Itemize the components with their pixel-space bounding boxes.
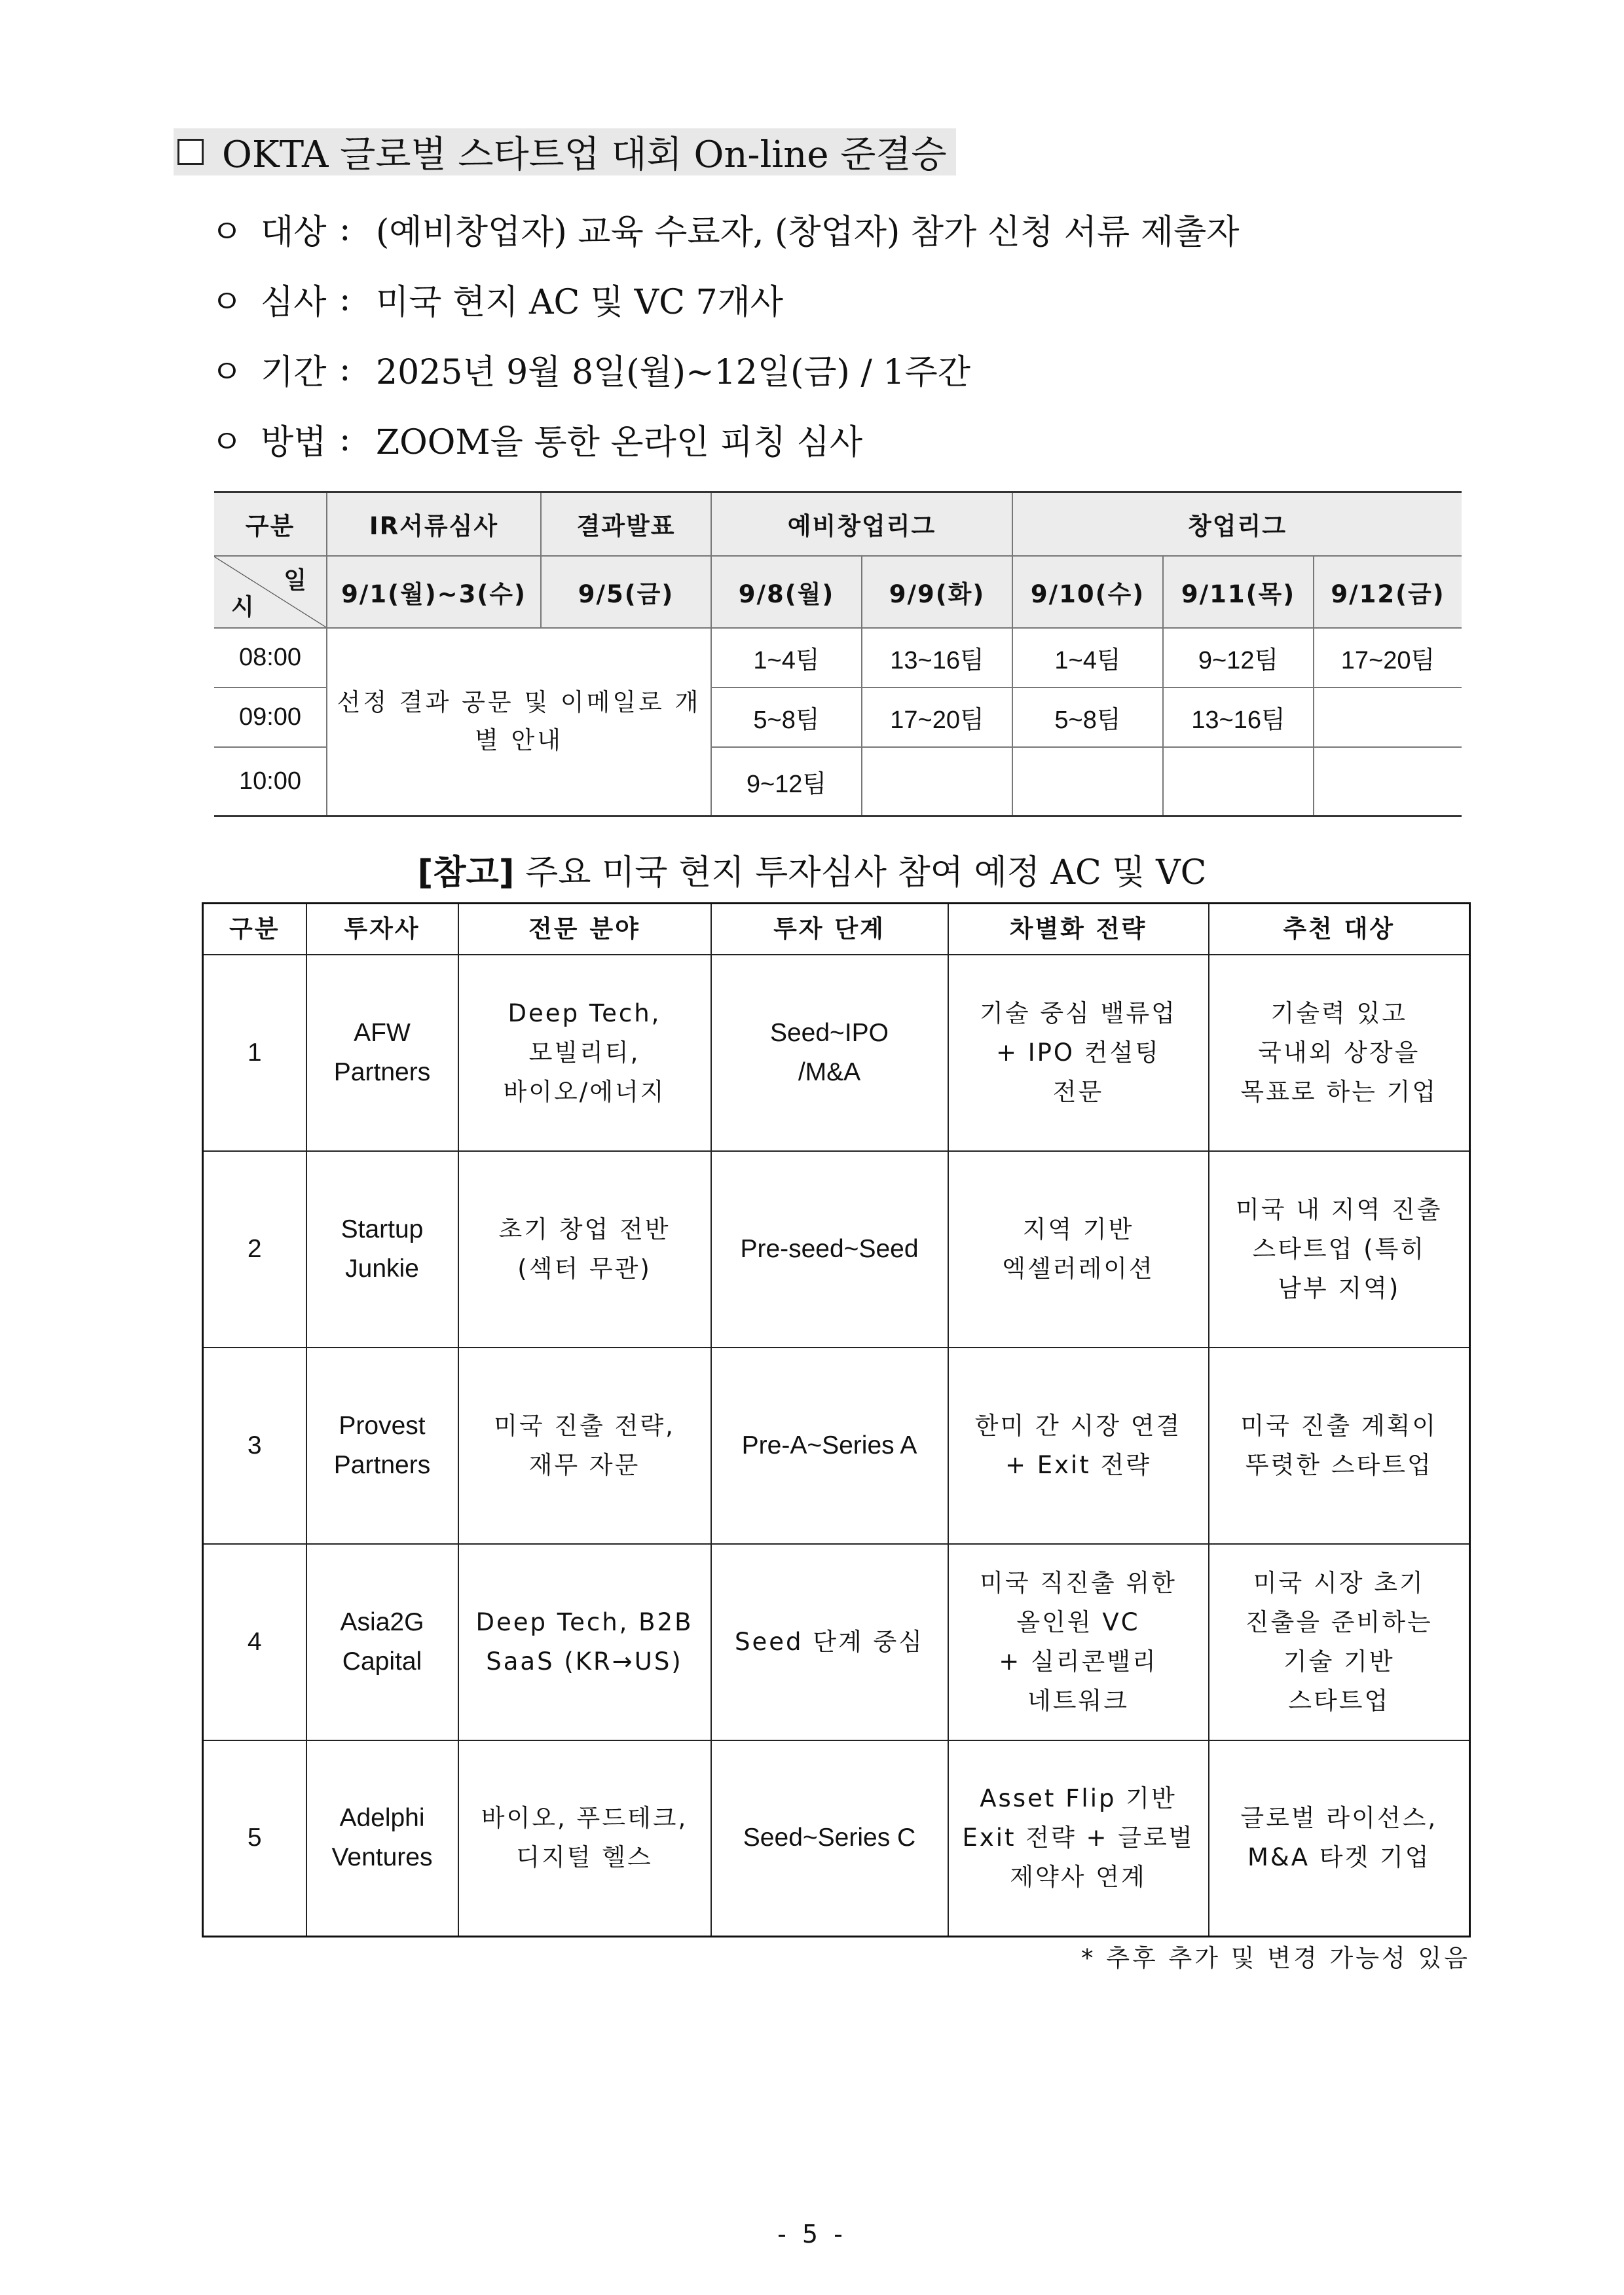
investor-no: 5 <box>203 1740 306 1937</box>
bullet-target <box>211 194 1240 264</box>
investor-strategy-line: 기술 중심 밸류업 <box>980 999 1177 1027</box>
schedule-diagonal-header <box>214 556 327 628</box>
investor-strategy <box>948 1151 1209 1348</box>
investor-header: 차별화 전략 <box>948 904 1209 955</box>
investor-field <box>458 1348 711 1544</box>
investor-strategy-line: + 실리콘밸리 <box>999 1647 1158 1676</box>
investor-field-line: 재무 자문 <box>528 1450 640 1479</box>
schedule-cell: 17~20팀 <box>862 688 1012 747</box>
investor-firm <box>306 1151 458 1348</box>
schedule-date: 9/1(월)~3(수) <box>327 556 541 628</box>
investor-table <box>202 902 1471 1937</box>
investor-target-line: 글로벌 라이선스, <box>1240 1804 1438 1833</box>
schedule-date: 9/11(목) <box>1163 556 1314 628</box>
investor-firm-line: Startup <box>341 1215 424 1243</box>
investor-no: 4 <box>203 1544 306 1740</box>
investor-firm <box>306 955 458 1151</box>
bullet-value: 미국 현지 AC 및 VC 7개사 <box>376 283 784 322</box>
investor-no: 3 <box>203 1348 306 1544</box>
investor-strategy-line: 전문 <box>1052 1077 1104 1106</box>
investor-strategy-line: 미국 직진출 위한 <box>980 1568 1177 1597</box>
bullet-colon: : <box>339 279 351 319</box>
investor-field <box>458 1544 711 1740</box>
schedule-cell: 5~8팀 <box>711 688 862 747</box>
investor-stage <box>711 1151 948 1348</box>
schedule-cell <box>1012 747 1163 817</box>
investor-stage-line: Pre-seed~Seed <box>740 1234 919 1263</box>
investor-field-line: Deep Tech, <box>507 999 661 1027</box>
schedule-cell: 1~4팀 <box>1012 628 1163 688</box>
section-heading-text: OKTA 글로벌 스타트업 대회 On-line 준결승 <box>222 134 947 176</box>
investor-header: 투자 단계 <box>711 904 948 955</box>
schedule-date: 9/9(화) <box>862 556 1012 628</box>
investor-firm <box>306 1544 458 1740</box>
investor-field <box>458 1740 711 1937</box>
bullet-label: 대상 <box>261 213 327 252</box>
schedule-cell <box>1163 747 1314 817</box>
bullet-colon: : <box>339 349 351 389</box>
investor-no: 2 <box>203 1151 306 1348</box>
investor-strategy-line: 제약사 연계 <box>1010 1863 1147 1892</box>
investor-firm-line: Partners <box>333 1057 431 1086</box>
investor-target-line: 남부 지역) <box>1278 1274 1401 1302</box>
schedule-cell <box>862 747 1012 817</box>
schedule-header-announcement: 결과발표 <box>541 492 711 556</box>
investor-field-line: 초기 창업 전반 <box>498 1215 671 1243</box>
page-number: - 5 - <box>777 2220 847 2249</box>
bullet-list <box>211 194 1240 474</box>
investor-stage-line: Seed~IPO <box>769 1018 889 1047</box>
schedule-header-league: 창업리그 <box>1012 492 1462 556</box>
investor-firm-line: Adelphi <box>339 1804 425 1833</box>
schedule-date: 9/8(월) <box>711 556 862 628</box>
investor-field-line: 바이오/에너지 <box>503 1077 666 1106</box>
investor-firm-line: Capital <box>342 1647 422 1676</box>
investor-field-line: 모빌리티, <box>528 1038 640 1067</box>
investor-strategy-line: + Exit 전략 <box>1005 1450 1152 1479</box>
section-heading <box>174 128 956 175</box>
investor-stage-line: Pre-A~Series A <box>741 1431 917 1460</box>
investor-target-line: 기술력 있고 <box>1270 999 1407 1027</box>
investor-field-line: Deep Tech, B2B <box>475 1607 693 1636</box>
bullet-value: (예비창업자) 교육 수료자, (창업자) 참가 신청 서류 제출자 <box>376 213 1240 252</box>
schedule-cell: 13~16팀 <box>1163 688 1314 747</box>
bullet-label: 방법 <box>261 423 327 462</box>
diagonal-day-label: 일 <box>284 566 308 594</box>
bullet-label: 심사 <box>261 283 327 322</box>
investor-target <box>1209 1740 1470 1937</box>
investor-row <box>203 1151 1470 1348</box>
schedule-date: 9/5(금) <box>541 556 711 628</box>
investor-strategy <box>948 1544 1209 1740</box>
bullet-mark: ㅇ <box>211 212 243 251</box>
investor-firm-line: Ventures <box>331 1843 433 1872</box>
investor-firm-line: Asia2G <box>340 1607 424 1636</box>
schedule-date: 9/10(수) <box>1012 556 1163 628</box>
investor-firm <box>306 1740 458 1937</box>
investor-target-line: 스타트업 <box>1288 1686 1390 1715</box>
investor-field-line: SaaS (KR→US) <box>486 1647 683 1676</box>
investor-firm-line: AFW <box>354 1018 411 1047</box>
investor-stage-line: /M&A <box>798 1057 861 1086</box>
investor-strategy <box>948 1740 1209 1937</box>
investor-target-line: 미국 진출 계획이 <box>1240 1411 1438 1440</box>
investor-target-line: 미국 내 지역 진출 <box>1236 1195 1443 1224</box>
investor-target-line: 국내외 상장을 <box>1258 1038 1420 1067</box>
investor-target-line: 목표로 하는 기업 <box>1240 1077 1438 1106</box>
investor-field-line: 바이오, 푸드테크, <box>481 1804 688 1833</box>
investor-stage <box>711 1544 948 1740</box>
bullet-period <box>211 334 1240 404</box>
schedule-notice: 선정 결과 공문 및 이메일로 개별 안내 <box>327 628 711 817</box>
footnote: * 추후 추가 및 변경 가능성 있음 <box>1081 1944 1470 1972</box>
bullet-mark: ㅇ <box>211 282 243 321</box>
schedule-cell: 5~8팀 <box>1012 688 1163 747</box>
investor-row <box>203 1348 1470 1544</box>
schedule-table <box>214 491 1462 817</box>
investor-header: 투자사 <box>306 904 458 955</box>
investor-field-line: 디지털 헬스 <box>516 1843 653 1872</box>
investor-firm-line: Junkie <box>345 1254 419 1283</box>
investor-stage-line: Seed 단계 중심 <box>735 1627 924 1656</box>
bullet-colon: : <box>339 209 351 249</box>
investor-row <box>203 1740 1470 1937</box>
investor-firm-line: Provest <box>339 1411 426 1440</box>
bullet-mark: ㅇ <box>211 352 243 391</box>
diagonal-time-label: 시 <box>231 593 255 621</box>
reference-title-rest: 주요 미국 현지 투자심사 참여 예정 AC 및 VC <box>514 853 1207 892</box>
investor-target-line: 기술 기반 <box>1283 1647 1395 1676</box>
investor-strategy-line: 올인원 VC <box>1016 1607 1140 1636</box>
schedule-cell: 1~4팀 <box>711 628 862 688</box>
investor-firm-line: Partners <box>333 1450 431 1479</box>
schedule-header-pre-league: 예비창업리그 <box>711 492 1012 556</box>
investor-target <box>1209 955 1470 1151</box>
bullet-value: 2025년 9월 8일(월)~12일(금) / 1주간 <box>376 353 970 392</box>
investor-target-line: 스타트업 (특히 <box>1252 1234 1426 1263</box>
bullet-colon: : <box>339 419 351 459</box>
schedule-cell: 9~12팀 <box>711 747 862 817</box>
reference-title-bold: [참고] <box>417 853 515 892</box>
schedule-cell: 9~12팀 <box>1163 628 1314 688</box>
bullet-method <box>211 404 1240 474</box>
investor-header: 구분 <box>203 904 306 955</box>
investor-stage <box>711 1348 948 1544</box>
investor-target <box>1209 1348 1470 1544</box>
investor-target-line: M&A 타겟 기업 <box>1247 1843 1431 1872</box>
investor-header-row <box>203 904 1470 955</box>
schedule-header-ir-review: IR서류심사 <box>327 492 541 556</box>
schedule-cell: 17~20팀 <box>1314 628 1462 688</box>
investor-target-line: 미국 시장 초기 <box>1253 1568 1425 1597</box>
schedule-cell <box>1314 747 1462 817</box>
investor-strategy-line: 지역 기반 <box>1022 1215 1134 1243</box>
investor-strategy-line: 네트워크 <box>1027 1686 1129 1715</box>
investor-strategy <box>948 955 1209 1151</box>
investor-strategy <box>948 1348 1209 1544</box>
investor-firm <box>306 1348 458 1544</box>
investor-stage-line: Seed~Series C <box>743 1824 916 1852</box>
investor-strategy-line: + IPO 컨설팅 <box>995 1038 1161 1067</box>
investor-header: 추천 대상 <box>1209 904 1470 955</box>
schedule-time: 09:00 <box>214 688 327 747</box>
bullet-value: ZOOM을 통한 온라인 피칭 심사 <box>376 423 863 462</box>
bullet-mark: ㅇ <box>211 422 243 461</box>
reference-title <box>0 845 1624 894</box>
schedule-time: 10:00 <box>214 747 327 817</box>
investor-strategy-line: 엑셀러레이션 <box>1002 1254 1154 1283</box>
investor-stage <box>711 955 948 1151</box>
investor-target <box>1209 1151 1470 1348</box>
investor-target-line: 뚜렷한 스타트업 <box>1245 1450 1433 1479</box>
investor-row <box>203 955 1470 1151</box>
schedule-header-category: 구분 <box>214 492 327 556</box>
bullet-label: 기간 <box>261 353 327 392</box>
schedule-cell <box>1314 688 1462 747</box>
schedule-date: 9/12(금) <box>1314 556 1462 628</box>
investor-field-line: 미국 진출 전략, <box>494 1411 675 1440</box>
investor-header: 전문 분야 <box>458 904 711 955</box>
bullet-review <box>211 264 1240 334</box>
investor-no: 1 <box>203 955 306 1151</box>
schedule-time: 08:00 <box>214 628 327 688</box>
investor-field <box>458 955 711 1151</box>
investor-target-line: 진출을 준비하는 <box>1245 1607 1433 1636</box>
investor-target <box>1209 1544 1470 1740</box>
investor-strategy-line: Asset Flip 기반 <box>980 1784 1177 1813</box>
checkbox-square-icon <box>177 139 204 165</box>
investor-stage <box>711 1740 948 1937</box>
investor-strategy-line: Exit 전략 + 글로벌 <box>962 1824 1194 1852</box>
investor-field-line: (섹터 무관) <box>517 1254 652 1283</box>
investor-strategy-line: 한미 간 시장 연결 <box>974 1411 1182 1440</box>
investor-row <box>203 1544 1470 1740</box>
investor-field <box>458 1151 711 1348</box>
schedule-cell: 13~16팀 <box>862 628 1012 688</box>
